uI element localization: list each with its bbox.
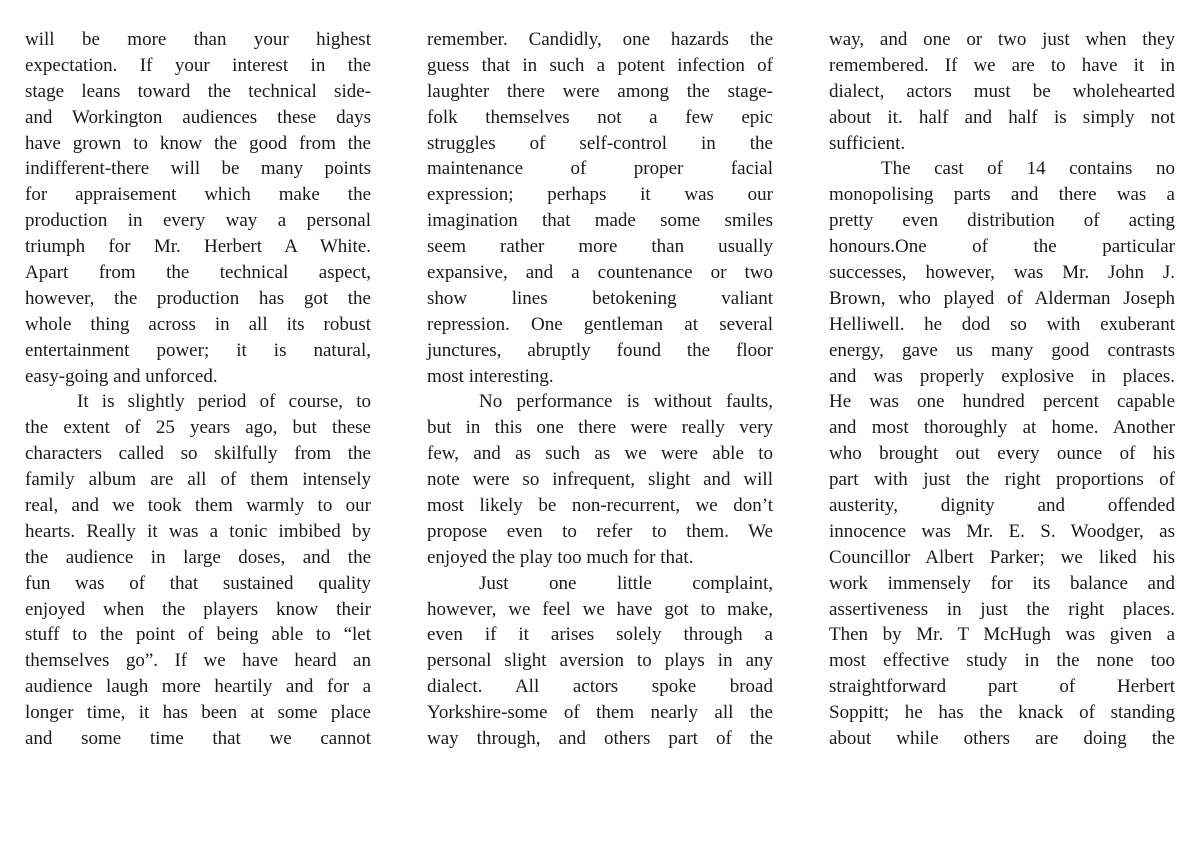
text-line: seem rather more than usually [427,236,773,258]
text-line: expectation. If your interest in the [25,54,371,76]
text-line: Brown, who played of Alderman Joseph [829,287,1175,309]
text-line: whole thing across in all its robust [25,313,371,335]
text-line: most effective study in the none too [829,650,1175,672]
text-line: Councillor Albert Parker; we liked his [829,546,1175,568]
text-line: personal slight aversion to plays in any [427,650,773,672]
text-line: struggles of self-control in the [427,132,773,154]
text-line: guess that in such a potent infection of [427,54,773,76]
text-line: dialect. All actors spoke broad [427,676,773,698]
text-line: propose even to refer to them. We [427,520,773,542]
text-line: show lines betokening valiant [427,287,773,309]
text-line: Yorkshire-some of them nearly all the [427,702,773,724]
text-line: expansive, and a countenance or two [427,262,773,284]
text-line: monopolising parts and there was a [829,184,1175,206]
text-line: enjoyed the play too much for that. [427,546,694,568]
text-line: imagination that made some smiles [427,210,773,232]
text-line: folk themselves not a few epic [427,106,773,128]
text-line: expression; perhaps it was our [427,184,773,206]
text-line: real, and we took them warmly to our [25,495,371,517]
text-line: note were so infrequent, slight and will [427,469,773,491]
text-line: work immensely for its balance and [829,572,1175,594]
text-column-1 [25,27,371,752]
text-line: laughter there were among the stage- [427,80,773,102]
text-line: however, we feel we have got to make, [427,598,773,620]
text-line: Apart from the technical aspect, [25,262,371,284]
text-line: stuff to the point of being able to “let [25,624,371,646]
text-line: easy-going and unforced. [25,365,218,387]
text-line: and was properly explosive in places. [829,365,1175,387]
text-column-2 [427,27,773,752]
text-line: assertiveness in just the right places. [829,598,1175,620]
text-line: the extent of 25 years ago, but these [25,417,371,439]
text-line: but in this one there were really very [427,417,773,439]
text-line: and Workington audiences these days [25,106,371,128]
text-line: for appraisement which make the [25,184,371,206]
text-line: straightforward part of Herbert [829,676,1175,698]
text-line: entertainment power; it is natural, [25,339,371,361]
text-line: It is slightly period of course, to [77,391,371,413]
text-line: junctures, abruptly found the floor [427,339,773,361]
text-line: sufficient. [829,132,906,154]
text-line: and some time that we cannot [25,728,371,750]
text-line: way through, and others part of the [427,728,773,750]
text-line: remembered. If we are to have it in [829,54,1175,76]
text-line: He was one hundred percent capable [829,391,1175,413]
text-line: indifferent-there will be many points [25,158,371,180]
text-line: about it. half and half is simply not [829,106,1175,128]
text-line: about while others are doing the [829,728,1175,750]
text-line: Helliwell. he dod so with exuberant [829,313,1175,335]
text-line: most interesting. [427,365,554,387]
text-line: and most thoroughly at home. Another [829,417,1175,439]
text-line: stage leans toward the technical side- [25,80,371,102]
text-line: will be more than your highest [25,29,371,50]
text-line: characters called so skilfully from the [25,443,371,465]
text-line: even if it arises solely through a [427,624,773,646]
text-line: the audience in large doses, and the [25,546,371,568]
text-line: No performance is without faults, [479,391,773,413]
text-line: family album are all of them intensely [25,469,371,491]
text-line: Soppitt; he has the knack of standing [829,702,1175,724]
text-line: however, the production has got the [25,287,371,309]
text-line: themselves go”. If we have heard an [25,650,371,672]
text-line: hearts. Really it was a tonic imbibed by [25,520,371,542]
text-line: honours.One of the particular [829,236,1175,258]
text-line: longer time, it has been at some place [25,702,371,724]
text-line: part with just the right proportions of [829,469,1175,491]
text-line: maintenance of proper facial [427,158,773,180]
text-line: austerity, dignity and offended [829,495,1175,517]
text-line: repression. One gentleman at several [427,313,773,335]
text-line: enjoyed when the players know their [25,598,371,620]
text-line: triumph for Mr. Herbert A White. [25,236,371,258]
text-line: few, and as such as we were able to [427,443,773,465]
text-line: innocence was Mr. E. S. Woodger, as [829,520,1175,542]
text-column-3 [829,27,1175,752]
text-line: Then by Mr. T McHugh was given a [829,624,1175,646]
text-line: energy, gave us many good contrasts [829,339,1175,361]
text-line: fun was of that sustained quality [25,572,371,594]
text-line: way, and one or two just when they [829,29,1175,50]
text-line: Just one little complaint, [479,572,773,594]
text-line: have grown to know the good from the [25,132,371,154]
text-line: pretty even distribution of acting [829,210,1175,232]
text-line: production in every way a personal [25,210,371,232]
text-line: successes, however, was Mr. John J. [829,262,1175,284]
text-line: remember. Candidly, one hazards the [427,29,773,50]
text-line: who brought out every ounce of his [829,443,1175,465]
text-line: audience laugh more heartily and for a [25,676,371,698]
text-line: The cast of 14 contains no [881,158,1175,180]
text-line: most likely be non-recurrent, we don’t [427,495,773,517]
text-line: dialect, actors must be wholehearted [829,80,1175,102]
